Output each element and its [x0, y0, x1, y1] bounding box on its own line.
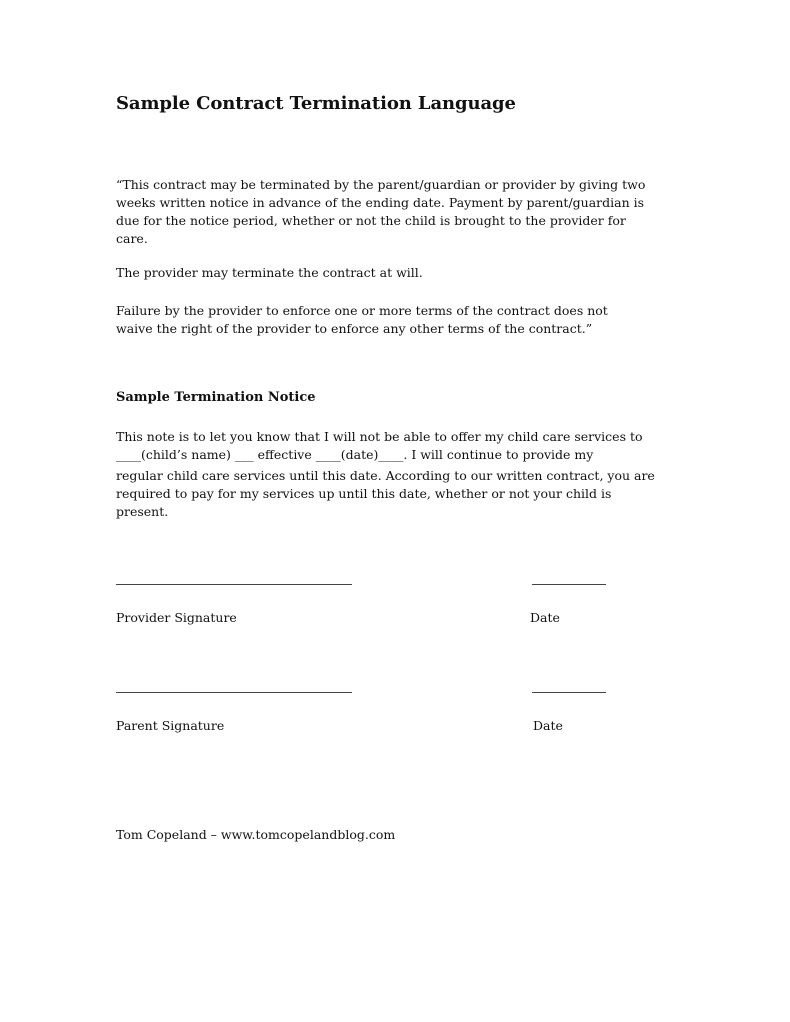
- clause-line: “This contract may be terminated by the parent/guardian or provider by giving two: [116, 177, 646, 192]
- footer-credit: Tom Copeland – www.tomcopelandblog.com: [116, 827, 396, 842]
- termination-notice-body: [116, 428, 676, 521]
- failure-to-enforce-paragraph: [116, 302, 676, 338]
- provider-date-line[interactable]: [532, 584, 606, 585]
- provider-signature-line[interactable]: [116, 584, 352, 585]
- notice-line: regular child care services until this date. According to our written contract, you are: [116, 468, 655, 483]
- notice-line: This note is to let you know that I will not be able to offer my child care services to: [116, 429, 643, 444]
- parent-date-label: Date: [533, 718, 563, 733]
- clause-line: due for the notice period, whether or not the child is brought to the provider for: [116, 213, 626, 228]
- notice-line: required to pay for my services up until this date, whether or not your child is: [116, 486, 612, 501]
- provider-date-label: Date: [530, 610, 560, 625]
- parent-signature-label: Parent Signature: [116, 718, 225, 733]
- notice-heading: Sample Termination Notice: [116, 390, 316, 405]
- parent-signature-line[interactable]: [116, 692, 352, 693]
- provider-at-will-paragraph: The provider may terminate the contract at will.: [116, 265, 423, 280]
- provider-signature-label: Provider Signature: [116, 610, 237, 625]
- failure-line: Failure by the provider to enforce one or more terms of the contract does not: [116, 303, 608, 318]
- termination-clause: [116, 176, 676, 248]
- clause-line: weeks written notice in advance of the ending date. Payment by parent/guardian is: [116, 195, 645, 210]
- clause-line: care.: [116, 231, 148, 246]
- notice-line: ____(child’s name) ___ effective ____(date)____. I will continue to provide my: [116, 447, 594, 462]
- document-title: Sample Contract Termination Language: [116, 93, 516, 114]
- parent-date-line[interactable]: [532, 692, 606, 693]
- failure-line: waive the right of the provider to enforce any other terms of the contract.”: [116, 321, 593, 336]
- notice-line: present.: [116, 504, 169, 519]
